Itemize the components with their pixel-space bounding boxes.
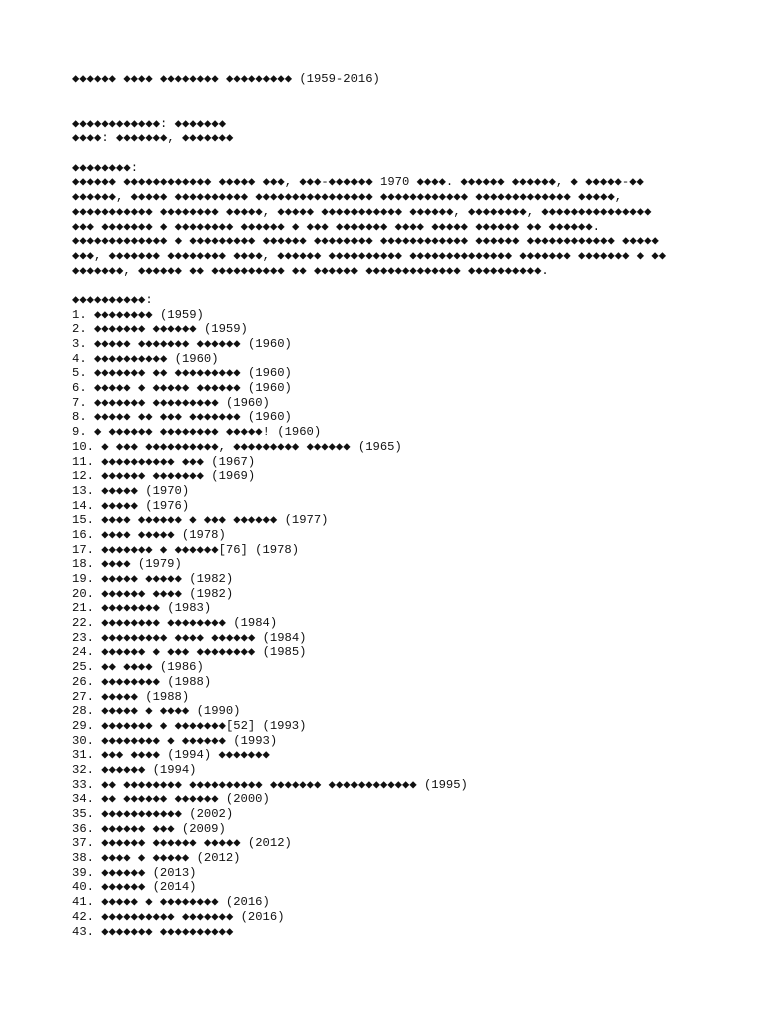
list-item: 17. ◆◆◆◆◆◆◆ ◆ ◆◆◆◆◆◆[76] (1978)	[72, 542, 300, 557]
list-item: 30. ◆◆◆◆◆◆◆◆ ◆ ◆◆◆◆◆◆ (1993)	[72, 733, 278, 748]
list-item: 19. ◆◆◆◆◆ ◆◆◆◆◆ (1982)	[72, 572, 234, 586]
list-item: 9. ◆ ◆◆◆◆◆◆ ◆◆◆◆◆◆◆◆ ◆◆◆◆◆! (1960)	[72, 425, 322, 440]
list-item: 11. ◆◆◆◆◆◆◆◆◆◆ ◆◆◆ (1967)	[72, 454, 256, 469]
list-item: 14. ◆◆◆◆◆ (1976)	[72, 498, 190, 513]
list-item: 5. ◆◆◆◆◆◆◆ ◆◆ ◆◆◆◆◆◆◆◆◆ (1960)	[72, 366, 292, 381]
document-title: ◆◆◆◆◆◆ ◆◆◆◆ ◆◆◆◆◆◆◆◆ ◆◆◆◆◆◆◆◆◆ (1959-2016)	[72, 72, 380, 86]
meta-line: ◆◆◆◆◆◆◆◆◆◆◆◆: ◆◆◆◆◆◆◆	[72, 116, 227, 131]
list-item: 27. ◆◆◆◆◆ (1988)	[72, 689, 190, 704]
list-item: 26. ◆◆◆◆◆◆◆◆ (1988)	[72, 674, 212, 689]
list-item: 36. ◆◆◆◆◆◆ ◆◆◆ (2009)	[72, 821, 226, 836]
description-heading: ◆◆◆◆◆◆◆◆:	[72, 160, 139, 175]
list-item: 12. ◆◆◆◆◆◆ ◆◆◆◆◆◆◆ (1969)	[72, 469, 256, 484]
document-page	[72, 72, 712, 939]
description-line: ◆◆◆◆◆◆, ◆◆◆◆◆ ◆◆◆◆◆◆◆◆◆◆ ◆◆◆◆◆◆◆◆◆◆◆◆◆◆◆◆ ◆◆◆◆◆◆◆◆◆◆◆◆ ◆◆◆◆◆◆◆◆◆◆◆◆◆ ◆◆◆◆◆,	[72, 190, 623, 205]
list-item: 21. ◆◆◆◆◆◆◆◆ (1983)	[72, 601, 212, 616]
list-item: 25. ◆◆ ◆◆◆◆ (1986)	[72, 660, 204, 675]
list-item: 37. ◆◆◆◆◆◆ ◆◆◆◆◆◆ ◆◆◆◆◆ (2012)	[72, 836, 292, 851]
list-item: 10. ◆ ◆◆◆ ◆◆◆◆◆◆◆◆◆◆, ◆◆◆◆◆◆◆◆◆ ◆◆◆◆◆◆ (1965)	[72, 439, 402, 454]
list-item: 13. ◆◆◆◆◆ (1970)	[72, 483, 190, 498]
description-line: ◆◆◆◆◆◆◆, ◆◆◆◆◆◆ ◆◆ ◆◆◆◆◆◆◆◆◆◆ ◆◆ ◆◆◆◆◆◆ ◆◆◆◆◆◆◆◆◆◆◆◆◆ ◆◆◆◆◆◆◆◆◆◆.	[72, 263, 549, 278]
description-line: ◆◆◆ ◆◆◆◆◆◆◆ ◆ ◆◆◆◆◆◆◆◆ ◆◆◆◆◆◆ ◆ ◆◆◆ ◆◆◆◆◆◆◆ ◆◆◆◆ ◆◆◆◆◆ ◆◆◆◆◆◆ ◆◆ ◆◆◆◆◆◆.	[72, 219, 600, 234]
list-item: 32. ◆◆◆◆◆◆ (1994)	[72, 762, 197, 777]
meta-line: ◆◆◆◆: ◆◆◆◆◆◆◆, ◆◆◆◆◆◆◆	[72, 131, 234, 146]
list-item: 2. ◆◆◆◆◆◆◆ ◆◆◆◆◆◆ (1959)	[72, 322, 248, 337]
list-item: 1. ◆◆◆◆◆◆◆◆ (1959)	[72, 307, 204, 322]
spacer	[72, 278, 712, 293]
list-item: 15. ◆◆◆◆ ◆◆◆◆◆◆ ◆ ◆◆◆ ◆◆◆◆◆◆ (1977)	[72, 513, 329, 528]
list-item: 43. ◆◆◆◆◆◆◆ ◆◆◆◆◆◆◆◆◆◆	[72, 924, 234, 939]
list-item: 8. ◆◆◆◆◆ ◆◆ ◆◆◆ ◆◆◆◆◆◆◆ (1960)	[72, 410, 292, 425]
description-line: ◆◆◆◆◆◆◆◆◆◆◆ ◆◆◆◆◆◆◆◆ ◆◆◆◆◆, ◆◆◆◆◆ ◆◆◆◆◆◆◆◆◆◆◆ ◆◆◆◆◆◆, ◆◆◆◆◆◆◆◆, ◆◆◆◆◆◆◆◆◆◆◆◆◆◆◆	[72, 204, 652, 219]
list-item: 24. ◆◆◆◆◆◆ ◆ ◆◆◆ ◆◆◆◆◆◆◆◆ (1985)	[72, 645, 307, 660]
list-item: 18. ◆◆◆◆ (1979)	[72, 557, 182, 572]
list-item: 16. ◆◆◆◆ ◆◆◆◆◆ (1978)	[72, 527, 226, 542]
description-line: ◆◆◆◆◆◆ ◆◆◆◆◆◆◆◆◆◆◆◆ ◆◆◆◆◆ ◆◆◆, ◆◆◆-◆◆◆◆◆◆ 1970 ◆◆◆◆. ◆◆◆◆◆◆ ◆◆◆◆◆◆, ◆ ◆◆◆◆◆-◆◆	[72, 175, 644, 190]
list-item: 39. ◆◆◆◆◆◆ (2013)	[72, 865, 197, 880]
numbered-list	[72, 308, 712, 940]
description-line: ◆◆◆◆◆◆◆◆◆◆◆◆◆ ◆ ◆◆◆◆◆◆◆◆◆ ◆◆◆◆◆◆ ◆◆◆◆◆◆◆◆ ◆◆◆◆◆◆◆◆◆◆◆◆ ◆◆◆◆◆◆ ◆◆◆◆◆◆◆◆◆◆◆◆ ◆◆◆◆◆	[72, 234, 659, 249]
list-item: 40. ◆◆◆◆◆◆ (2014)	[72, 880, 197, 895]
list-item: 6. ◆◆◆◆◆ ◆ ◆◆◆◆◆ ◆◆◆◆◆◆ (1960)	[72, 381, 292, 396]
list-item: 42. ◆◆◆◆◆◆◆◆◆◆ ◆◆◆◆◆◆◆ (2016)	[72, 909, 285, 924]
list-heading: ◆◆◆◆◆◆◆◆◆◆:	[72, 292, 153, 307]
list-item: 20. ◆◆◆◆◆◆ ◆◆◆◆ (1982)	[72, 586, 234, 601]
list-item: 38. ◆◆◆◆ ◆ ◆◆◆◆◆ (2012)	[72, 851, 241, 866]
list-item: 29. ◆◆◆◆◆◆◆ ◆ ◆◆◆◆◆◆◆[52] (1993)	[72, 718, 307, 733]
spacer	[72, 87, 712, 117]
spacer	[72, 146, 712, 161]
list-item: 33. ◆◆ ◆◆◆◆◆◆◆◆ ◆◆◆◆◆◆◆◆◆◆ ◆◆◆◆◆◆◆ ◆◆◆◆◆◆◆◆◆◆◆◆ (1995)	[72, 777, 468, 792]
list-item: 35. ◆◆◆◆◆◆◆◆◆◆◆ (2002)	[72, 807, 234, 821]
list-item: 34. ◆◆ ◆◆◆◆◆◆ ◆◆◆◆◆◆ (2000)	[72, 792, 270, 807]
description-line: ◆◆◆, ◆◆◆◆◆◆◆ ◆◆◆◆◆◆◆◆ ◆◆◆◆, ◆◆◆◆◆◆ ◆◆◆◆◆◆◆◆◆◆ ◆◆◆◆◆◆◆◆◆◆◆◆◆◆ ◆◆◆◆◆◆◆ ◆◆◆◆◆◆◆ ◆ ◆◆	[72, 248, 667, 263]
list-item: 41. ◆◆◆◆◆ ◆ ◆◆◆◆◆◆◆◆ (2016)	[72, 895, 270, 910]
list-item: 7. ◆◆◆◆◆◆◆ ◆◆◆◆◆◆◆◆◆ (1960)	[72, 395, 270, 410]
description-paragraph	[72, 175, 712, 278]
list-item: 22. ◆◆◆◆◆◆◆◆ ◆◆◆◆◆◆◆◆ (1984)	[72, 616, 278, 631]
list-item: 23. ◆◆◆◆◆◆◆◆◆ ◆◆◆◆ ◆◆◆◆◆◆ (1984)	[72, 630, 307, 645]
list-item: 4. ◆◆◆◆◆◆◆◆◆◆ (1960)	[72, 351, 219, 366]
list-item: 31. ◆◆◆ ◆◆◆◆ (1994) ◆◆◆◆◆◆◆	[72, 748, 270, 763]
list-item: 28. ◆◆◆◆◆ ◆ ◆◆◆◆ (1990)	[72, 704, 241, 719]
list-item: 3. ◆◆◆◆◆ ◆◆◆◆◆◆◆ ◆◆◆◆◆◆ (1960)	[72, 337, 292, 351]
